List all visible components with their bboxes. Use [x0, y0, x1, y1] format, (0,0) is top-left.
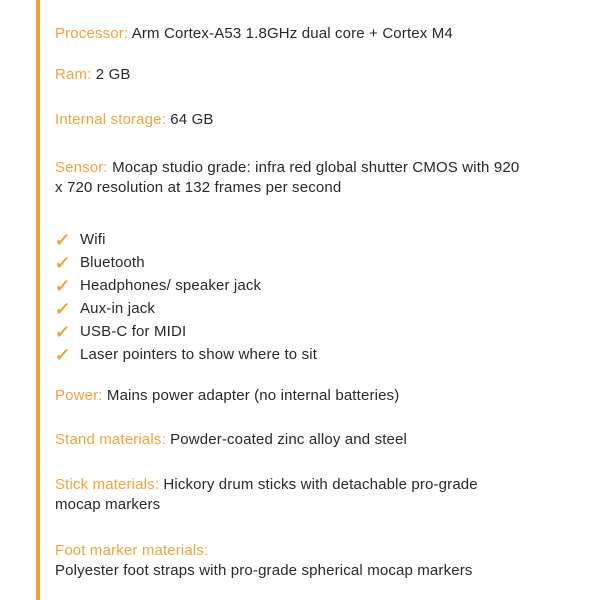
checklist-item — [55, 343, 520, 366]
spec-row-processor — [55, 24, 520, 44]
spec-value: Mocap studio grade: infra red global shutter CMOS with 920 x 720 resolution at 132 frames per second — [55, 159, 520, 196]
checkmark-icon: ✓ — [53, 298, 72, 319]
spec-label: Stand materials: — [55, 431, 166, 448]
spec-row-internal-storage — [55, 110, 520, 130]
spec-sheet — [55, 24, 520, 581]
spec-row-stand-materials — [55, 430, 520, 450]
checklist-item — [55, 228, 520, 251]
checklist-item-label: Aux-in jack — [80, 299, 156, 317]
checklist-item — [55, 320, 520, 343]
spec-row-stick-materials — [55, 475, 520, 515]
spec-label: Internal storage: — [55, 111, 166, 128]
spec-value: Mains power adapter (no internal batteries) — [106, 387, 400, 404]
spec-value: Polyester foot straps with pro-grade spherical mocap markers — [55, 562, 473, 579]
spec-label: Foot marker materials: — [55, 542, 209, 559]
spec-value: Arm Cortex-A53 1.8GHz dual core + Cortex M4 — [131, 25, 453, 42]
spec-row-foot-marker-materials — [55, 541, 520, 581]
checklist-item-label: Bluetooth — [80, 253, 145, 271]
spec-label: Ram: — [55, 66, 92, 83]
checkmark-icon: ✓ — [53, 275, 72, 296]
spec-label: Power: — [55, 387, 103, 404]
accent-vertical-rule — [36, 0, 40, 600]
spec-row-power — [55, 386, 520, 406]
checklist-item-label: Wifi — [80, 230, 106, 248]
checkmark-icon: ✓ — [53, 344, 72, 365]
spec-value: Powder-coated zinc alloy and steel — [170, 431, 408, 448]
checklist-item — [55, 274, 520, 297]
checkmark-icon: ✓ — [53, 252, 72, 273]
checkmark-icon: ✓ — [53, 229, 72, 250]
spec-row-sensor — [55, 158, 520, 198]
spec-value: 64 GB — [170, 111, 214, 128]
checklist-item-label: Laser pointers to show where to sit — [80, 345, 318, 363]
spec-value: 2 GB — [95, 66, 131, 83]
spec-label: Sensor: — [55, 159, 108, 176]
checklist-item-label: Headphones/ speaker jack — [80, 276, 262, 294]
feature-checklist — [55, 228, 520, 366]
checklist-item — [55, 251, 520, 274]
spec-label: Stick materials: — [55, 476, 160, 493]
spec-label: Processor: — [55, 25, 129, 42]
checkmark-icon: ✓ — [53, 321, 72, 342]
spec-value: Hickory drum sticks with detachable pro-grade mocap markers — [55, 476, 478, 513]
checklist-item — [55, 297, 520, 320]
checklist-item-label: USB-C for MIDI — [80, 322, 187, 340]
spec-row-ram — [55, 65, 520, 85]
